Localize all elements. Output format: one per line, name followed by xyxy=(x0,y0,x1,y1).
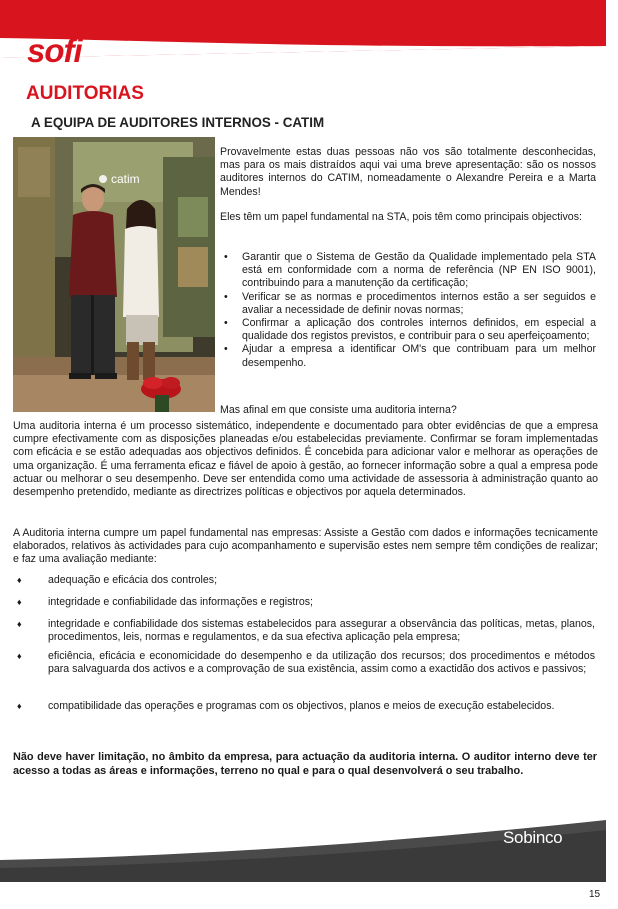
header-band xyxy=(0,0,618,58)
evaluation-item: ♦ integridade e confiabilidade dos sistemas estabelecidos para assegurar a observância das políticas, metas, planos, procedimentos, leis, normas e regulamentos, e da sua efectiva aplicação pela empresa; xyxy=(17,618,595,644)
evaluation-item: ♦ adequação e eficácia dos controles; xyxy=(17,574,218,586)
evaluation-item: ♦ integridade e confiabilidade das informações e registros; xyxy=(17,596,313,608)
section-title: AUDITORIAS xyxy=(26,83,144,104)
role-paragraph: A Auditoria interna cumpre um papel fundamental nas empresas: Assiste a Gestão com dados e informações tecnicamente elaborados, relativos às actividades para cujo acompanhamento e supervisão estes nem sempre têm condições de realizar; e faz uma avaliação mediante: xyxy=(13,527,598,566)
closing-note: Não deve haver limitação, no âmbito da empresa, para actuação da auditoria interna. O auditor interno deve ter acesso a todas as áreas e informações, terreno no qual e para o qual desenvolverá o seu trabalho. xyxy=(13,751,597,777)
objective-item: • Garantir que o Sistema de Gestão da Qualidade implementado pela STA está em conformidade com a norma de referência (NP EN ISO 9001), contribuindo para a manutenção da certificação; xyxy=(220,251,596,291)
objectives-list xyxy=(220,251,596,370)
objective-item: • Verificar se as normas e procedimentos internos estão a ser seguidos e avaliar a necessidade de definir novas normas; xyxy=(220,291,596,317)
evaluation-item: ♦ compatibilidade das operações e programas com os objectivos, planos e meios de execução estabelecidos. xyxy=(17,700,555,712)
objective-item: • Confirmar a aplicação dos controles internos definidos, em especial a qualidade dos registos previstos, e contribuir para o seu aperfeiçoamento; xyxy=(220,317,596,343)
objective-item: • Ajudar a empresa a identificar OM's que contribuam para um melhor desempenho. xyxy=(220,343,596,369)
auditors-photo xyxy=(13,137,215,412)
article-subtitle: A EQUIPA DE AUDITORES INTERNOS - CATIM xyxy=(31,115,325,130)
page-number: 15 xyxy=(589,889,601,900)
bullet-icon: • xyxy=(224,343,228,356)
definition-paragraph: Uma auditoria interna é um processo sistemático, independente e documentado para obter evidências de que a empresa cumpre efectivamente com as disposições planeadas e/ou estabelecidas previamente. Confirmar se foram implementadas com eficácia e se estão adequadas aos objectivos definidos. É concebida para adicionar valor e melhorar as operações de uma organização. É uma ferramenta eficaz e fiável de apoio à gestão, ao fornecer informação sobre a qual a empresa pode actuar ou melhorar o seu desempenho. Deve ser entendida como uma actividade de assessoria à administração quanto ao desempenho pretendido, mediante as directrizes políticas e objectivos por aquela determinados. xyxy=(13,420,598,499)
sobinco-logo: Sobinco xyxy=(503,828,563,847)
intro-paragraph: Provavelmente estas duas pessoas não vos são totalmente desconhecidas, mas para os mais distraídos aqui vai uma breve apresentação: são os nossos auditores internos do CATIM, nomeadamente o Alexandre Pereira e a Marta Mendes! xyxy=(220,146,596,198)
diamond-bullet-icon: ♦ xyxy=(17,619,22,629)
bullet-icon: • xyxy=(224,290,228,303)
question-line: Mas afinal em que consiste uma auditoria interna? xyxy=(220,404,457,416)
bullet-icon: • xyxy=(224,317,228,330)
diamond-bullet-icon: ♦ xyxy=(17,597,22,607)
diamond-bullet-icon: ♦ xyxy=(17,701,22,711)
evaluation-item: ♦ eficiência, eficácia e economicidade do desempenho e da utilização dos recursos; dos procedimentos e métodos para salvaguarda dos activos e a comprovação de sua existência, assim como a exactidão dos activos e passivos; xyxy=(17,650,595,676)
catim-sign: catim xyxy=(111,172,140,186)
registered-mark: ® xyxy=(99,30,105,39)
diamond-bullet-icon: ♦ xyxy=(17,575,22,585)
sofi-logo: sofi xyxy=(27,32,82,69)
diamond-bullet-icon: ♦ xyxy=(17,651,22,661)
footer-band xyxy=(0,816,618,882)
objectives-lead: Eles têm um papel fundamental na STA, pois têm como principais objectivos: xyxy=(220,211,582,223)
bullet-icon: • xyxy=(224,251,228,263)
